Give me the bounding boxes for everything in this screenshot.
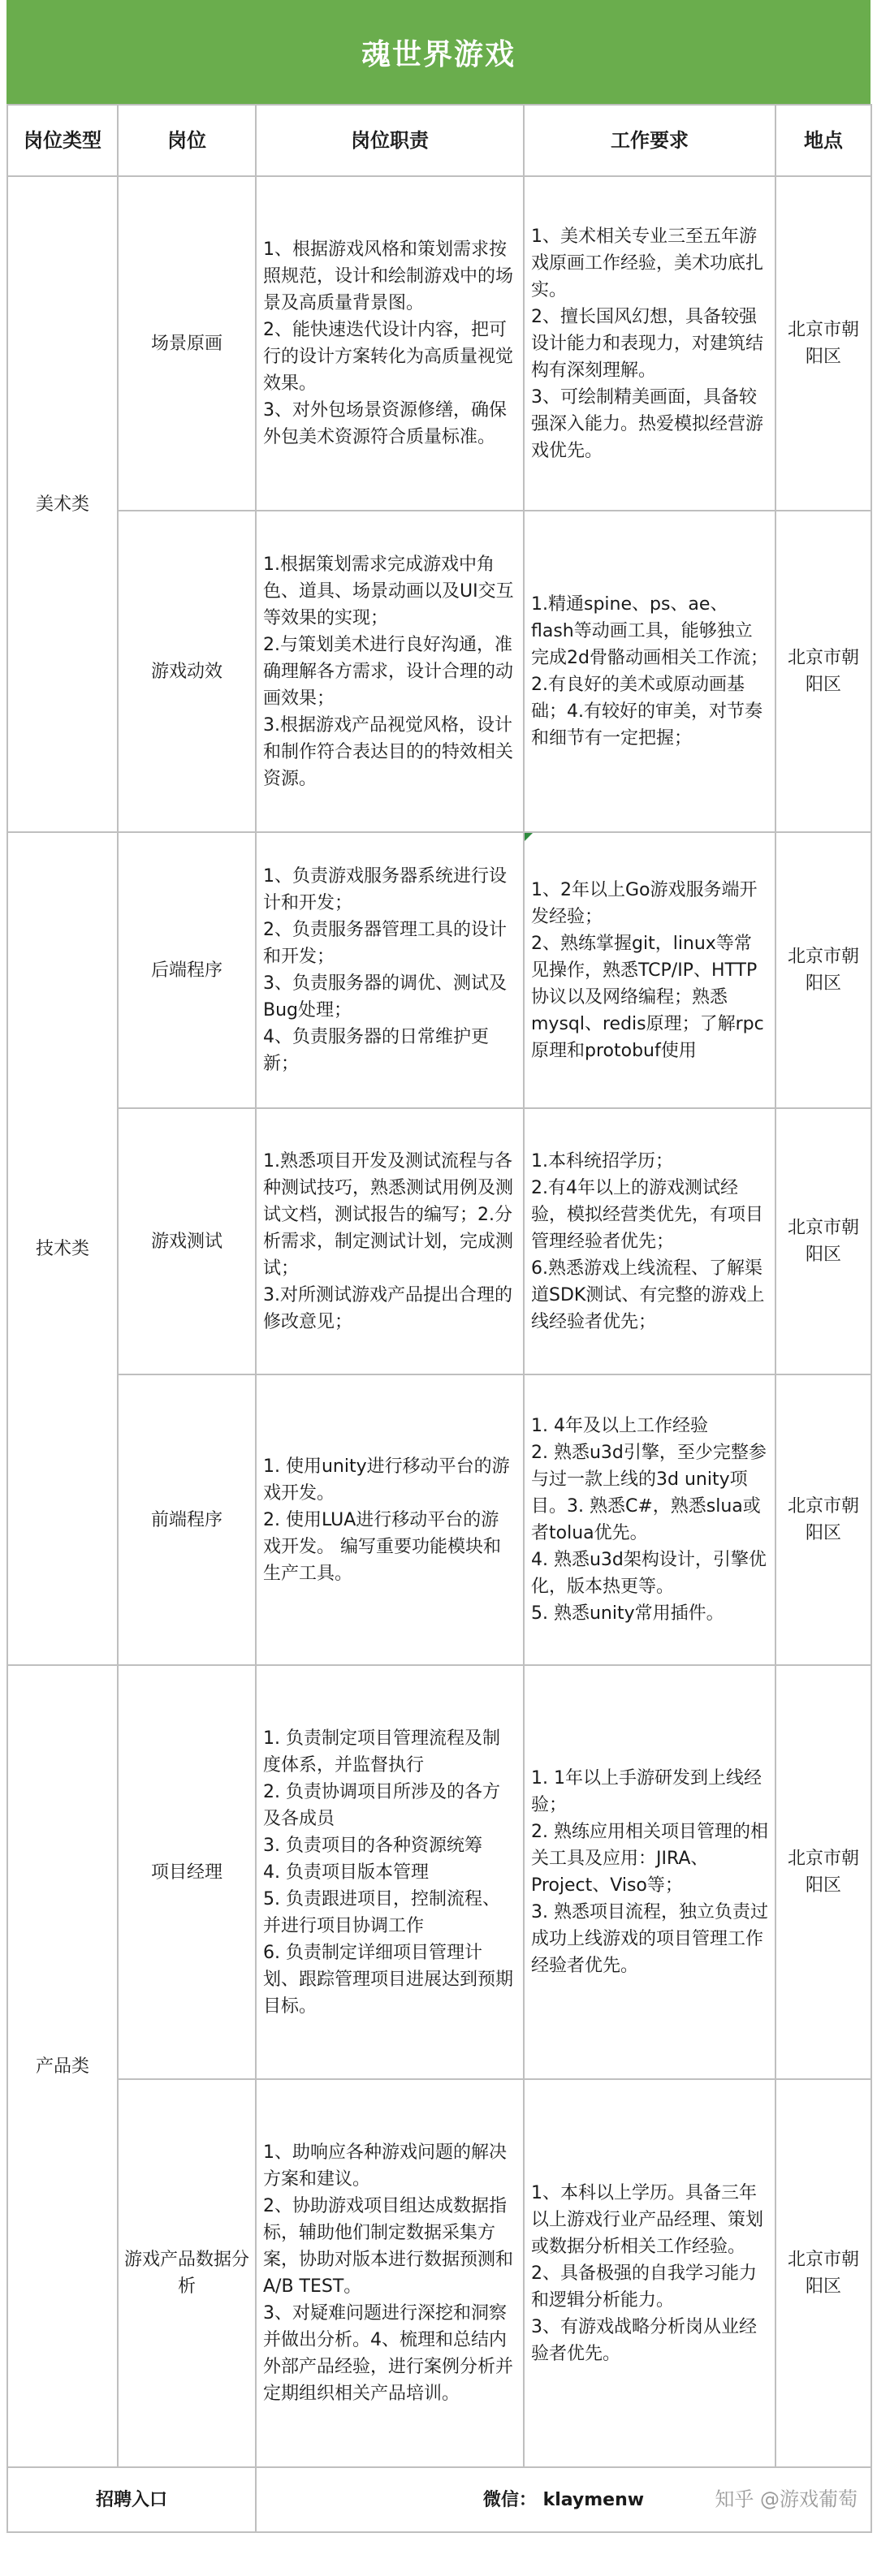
location-cell: 北京市朝阳区 <box>775 176 871 511</box>
comment-marker-icon <box>525 833 533 841</box>
duties-cell: 1.熟悉项目开发及测试流程与各种测试技巧，熟悉测试用例及测试文档，测试报告的编写；2.分析需求，制定测试计划，完成测试； 3.对所测试游戏产品提出合理的修改意见； <box>256 1108 524 1374</box>
position-cell: 后端程序 <box>118 832 256 1108</box>
table-row <box>7 1374 871 1665</box>
footer-label: 招聘入口 <box>7 2467 256 2532</box>
table-row <box>7 832 871 1108</box>
position-cell: 游戏动效 <box>118 511 256 832</box>
requirements-cell: 1、本科以上学历。具备三年以上游戏行业产品经理、策划或数据分析相关工作经验。 2、具备极强的自我学习能力和逻辑分析能力。 3、有游戏战略分析岗从业经验者优先。 <box>524 2079 775 2467</box>
page-title: 魂世界游戏 <box>6 0 871 104</box>
footer-contact-cell <box>256 2467 871 2532</box>
duties-cell: 1. 使用unity进行移动平台的游戏开发。 2. 使用LUA进行移动平台的游戏开发。 编写重要功能模块和生产工具。 <box>256 1374 524 1665</box>
table-row <box>7 2079 871 2467</box>
location-cell: 北京市朝阳区 <box>775 1374 871 1665</box>
watermark: 知乎 @游戏葡萄 <box>715 2488 858 2511</box>
table-row <box>7 511 871 832</box>
position-cell: 前端程序 <box>118 1374 256 1665</box>
category-tech: 技术类 <box>7 832 118 1665</box>
header-category: 岗位类型 <box>7 105 118 176</box>
table-row <box>7 1108 871 1374</box>
position-cell: 场景原画 <box>118 176 256 511</box>
header-requirements: 工作要求 <box>524 105 775 176</box>
requirements-cell <box>524 832 775 1108</box>
requirements-cell: 1.本科统招学历； 2.有4年以上的游戏测试经验，模拟经营类优先，有项目管理经验者优先； 6.熟悉游戏上线流程、了解渠道SDK测试、有完整的游戏上线经验者优先； <box>524 1108 775 1374</box>
requirements-text: 1、2年以上Go游戏服务端开发经验； 2、熟练掌握git，linux等常见操作，熟悉TCP/IP、HTTP协议以及网络编程；熟悉mysql、redis原理；了解rpc原理和protobuf使用 <box>531 879 764 1061</box>
position-cell: 项目经理 <box>118 1665 256 2079</box>
location-cell: 北京市朝阳区 <box>775 511 871 832</box>
requirements-cell: 1. 4年及以上工作经验 2. 熟悉u3d引擎，至少完整参与过一款上线的3d unity项目。3. 熟悉C#，熟悉slua或者tolua优先。 4. 熟悉u3d架构设计，引擎优化，版本热更等。 5. 熟悉unity常用插件。 <box>524 1374 775 1665</box>
location-cell: 北京市朝阳区 <box>775 2079 871 2467</box>
duties-cell: 1. 负责制定项目管理流程及制度体系，并监督执行 2. 负责协调项目所涉及的各方及各成员 3. 负责项目的各种资源统筹 4. 负责项目版本管理 5. 负责跟进项目，控制流程、并进行项目协调工作 6. 负责制定详细项目管理计划、跟踪管理项目进展达到预期目标。 <box>256 1665 524 2079</box>
table-header-row <box>7 105 871 176</box>
table-row <box>7 1665 871 2079</box>
location-cell: 北京市朝阳区 <box>775 1108 871 1374</box>
header-duties: 岗位职责 <box>256 105 524 176</box>
duties-cell: 1、助响应各种游戏问题的解决方案和建议。 2、协助游戏项目组达成数据指标，辅助他们制定数据采集方案，协助对版本进行数据预测和A/B TEST。 3、对疑难问题进行深挖和洞察并做出分析。4、梳理和总结内外部产品经验，进行案例分析并定期组织相关产品培训。 <box>256 2079 524 2467</box>
header-position: 岗位 <box>118 105 256 176</box>
location-cell: 北京市朝阳区 <box>775 832 871 1108</box>
requirements-cell: 1. 1年以上手游研发到上线经验； 2. 熟练应用相关项目管理的相关工具及应用：JIRA、Project、Viso等； 3. 熟悉项目流程，独立负责过成功上线游戏的项目管理工作经验者优先。 <box>524 1665 775 2079</box>
wechat-contact: 微信： klaymenw <box>482 2489 645 2510</box>
requirements-cell: 1、美术相关专业三至五年游戏原画工作经验，美术功底扎实。 2、擅长国风幻想，具备较强设计能力和表现力，对建筑结构有深刻理解。 3、可绘制精美画面，具备较强深入能力。热爱模拟经营游戏优先。 <box>524 176 775 511</box>
table-row <box>7 176 871 511</box>
duties-cell: 1.根据策划需求完成游戏中角色、道具、场景动画以及UI交互等效果的实现； 2.与策划美术进行良好沟通，准确理解各方需求，设计合理的动画效果； 3.根据游戏产品视觉风格，设计和制作符合表达目的的特效相关资源。 <box>256 511 524 832</box>
recruitment-page <box>6 0 871 2533</box>
footer-row <box>7 2467 871 2532</box>
position-cell: 游戏测试 <box>118 1108 256 1374</box>
category-art: 美术类 <box>7 176 118 832</box>
position-cell: 游戏产品数据分析 <box>118 2079 256 2467</box>
requirements-cell: 1.精通spine、ps、ae、flash等动画工具，能够独立完成2d骨骼动画相关工作流； 2.有良好的美术或原动画基础；4.有较好的审美，对节奏和细节有一定把握； <box>524 511 775 832</box>
category-product: 产品类 <box>7 1665 118 2467</box>
duties-cell: 1、负责游戏服务器系统进行设计和开发； 2、负责服务器管理工具的设计和开发； 3、负责服务器的调优、测试及Bug处理； 4、负责服务器的日常维护更新； <box>256 832 524 1108</box>
duties-cell: 1、根据游戏风格和策划需求按照规范，设计和绘制游戏中的场景及高质量背景图。 2、能快速迭代设计内容，把可行的设计方案转化为高质量视觉效果。 3、对外包场景资源修缮，确保外包美术资源符合质量标准。 <box>256 176 524 511</box>
location-cell: 北京市朝阳区 <box>775 1665 871 2079</box>
jobs-table <box>6 104 872 2533</box>
header-location: 地点 <box>775 105 871 176</box>
